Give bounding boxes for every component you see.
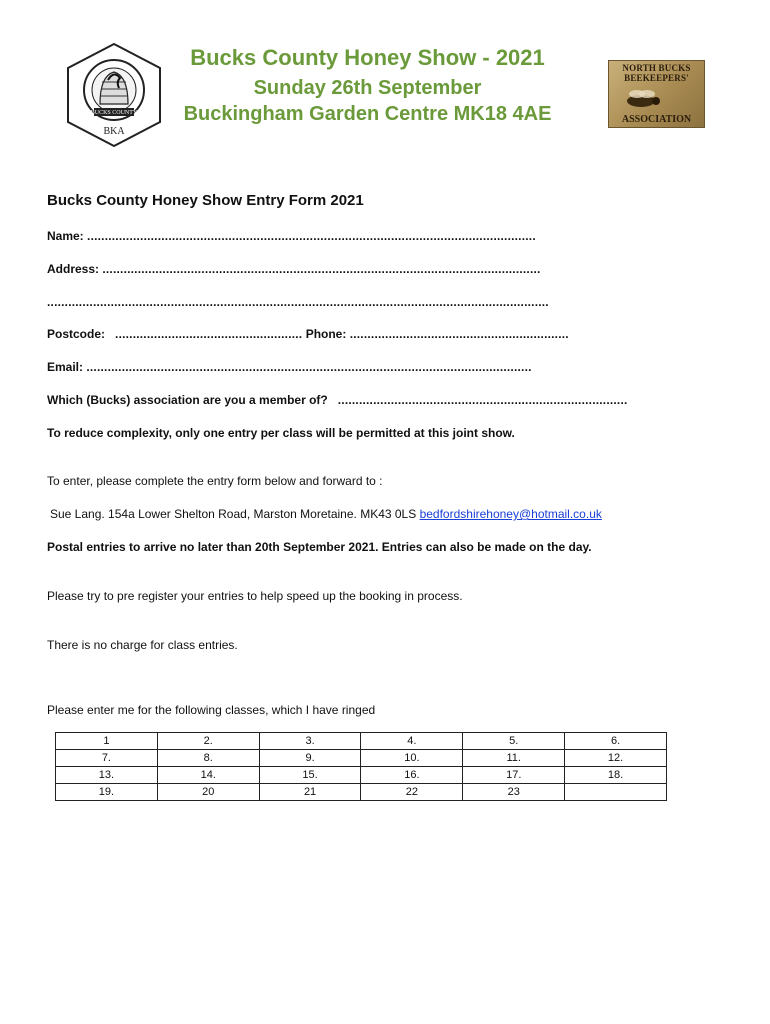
show-date: Sunday 26th September <box>253 77 482 99</box>
name-label: Name: <box>47 229 84 243</box>
address-label: Address: <box>47 262 100 276</box>
postal-address: Sue Lang. 154a Lower Shelton Road, Marston Moretaine. MK43 0LS <box>50 507 417 521</box>
association-field[interactable] <box>47 393 628 407</box>
class-cell[interactable]: 11. <box>463 750 565 767</box>
table-row <box>56 767 667 784</box>
class-cell[interactable]: 12. <box>565 750 667 767</box>
send-to-address <box>50 507 602 521</box>
table-row <box>56 784 667 801</box>
class-cell[interactable]: 17. <box>463 767 565 784</box>
postcode-dots: ..................................................... <box>115 327 303 341</box>
class-cell[interactable]: 23 <box>463 784 565 801</box>
email-dots: .............................................................................................................................. <box>86 360 532 374</box>
table-row <box>56 733 667 750</box>
association-label: Which (Bucks) association are you a member of? <box>47 393 328 407</box>
class-cell-empty[interactable] <box>565 784 667 801</box>
show-venue: Buckingham Garden Centre MK18 4AE <box>183 103 552 125</box>
class-cell[interactable]: 7. <box>56 750 158 767</box>
postcode-label: Postcode: <box>47 327 106 341</box>
name-field[interactable] <box>47 229 536 243</box>
class-cell[interactable]: 13. <box>56 767 158 784</box>
pre-register-note: Please try to pre register your entries to help speed up the booking in process. <box>47 589 463 603</box>
svg-text:BKA: BKA <box>103 126 125 137</box>
class-cell[interactable]: 18. <box>565 767 667 784</box>
email-label: Email: <box>47 360 84 374</box>
class-cell[interactable]: 19. <box>56 784 158 801</box>
class-cell[interactable]: 6. <box>565 733 667 750</box>
class-cell[interactable]: 4. <box>361 733 463 750</box>
classes-intro: Please enter me for the following classes, which I have ringed <box>47 703 376 717</box>
class-cell[interactable]: 2. <box>157 733 259 750</box>
class-cell[interactable]: 9. <box>259 750 361 767</box>
email-field[interactable] <box>47 360 532 374</box>
classes-table <box>55 732 667 801</box>
postcode-phone-row <box>47 327 569 341</box>
class-cell[interactable]: 14. <box>157 767 259 784</box>
nbba-logo-top-text: NORTH BUCKS BEEKEEPERS' <box>622 63 691 83</box>
class-cell[interactable]: 21 <box>259 784 361 801</box>
email-link[interactable]: bedfordshirehoney@hotmail.co.uk <box>419 507 602 521</box>
postcode-field[interactable] <box>47 327 306 341</box>
phone-field[interactable] <box>306 327 569 341</box>
phone-label: Phone: <box>305 327 347 341</box>
table-row <box>56 750 667 767</box>
enter-instructions: To enter, please complete the entry form below and forward to : <box>47 474 383 488</box>
svg-text:BUCKS COUNTY: BUCKS COUNTY <box>90 110 138 116</box>
address-field-line2[interactable]: .............................................................................................................................................. <box>47 295 549 309</box>
bka-logo-icon <box>64 42 164 148</box>
form-title: Bucks County Honey Show Entry Form 2021 <box>47 192 364 209</box>
class-cell[interactable]: 22 <box>361 784 463 801</box>
class-cell[interactable]: 8. <box>157 750 259 767</box>
class-cell[interactable]: 3. <box>259 733 361 750</box>
complexity-note: To reduce complexity, only one entry per class will be permitted at this joint show. <box>47 426 515 440</box>
no-charge-note: There is no charge for class entries. <box>47 638 238 652</box>
class-cell[interactable]: 15. <box>259 767 361 784</box>
name-dots: ............................................................................................................................... <box>87 229 536 243</box>
class-cell[interactable]: 5. <box>463 733 565 750</box>
nbba-logo-icon <box>608 60 705 128</box>
page-title: Bucks County Honey Show - 2021 <box>190 45 545 70</box>
association-dots: .................................................................................. <box>337 393 628 407</box>
postal-deadline-note: Postal entries to arrive no later than 20th September 2021. Entries can also be made on the day. <box>47 540 592 554</box>
nbba-logo-bottom-text: ASSOCIATION <box>621 114 692 125</box>
address-dots: ............................................................................................................................ <box>102 262 541 276</box>
address-field[interactable] <box>47 262 541 276</box>
class-cell[interactable]: 10. <box>361 750 463 767</box>
class-cell[interactable]: 16. <box>361 767 463 784</box>
class-cell[interactable]: 1 <box>56 733 158 750</box>
phone-dots: .............................................................. <box>349 327 569 341</box>
bee-icon <box>617 87 667 111</box>
class-cell[interactable]: 20 <box>157 784 259 801</box>
